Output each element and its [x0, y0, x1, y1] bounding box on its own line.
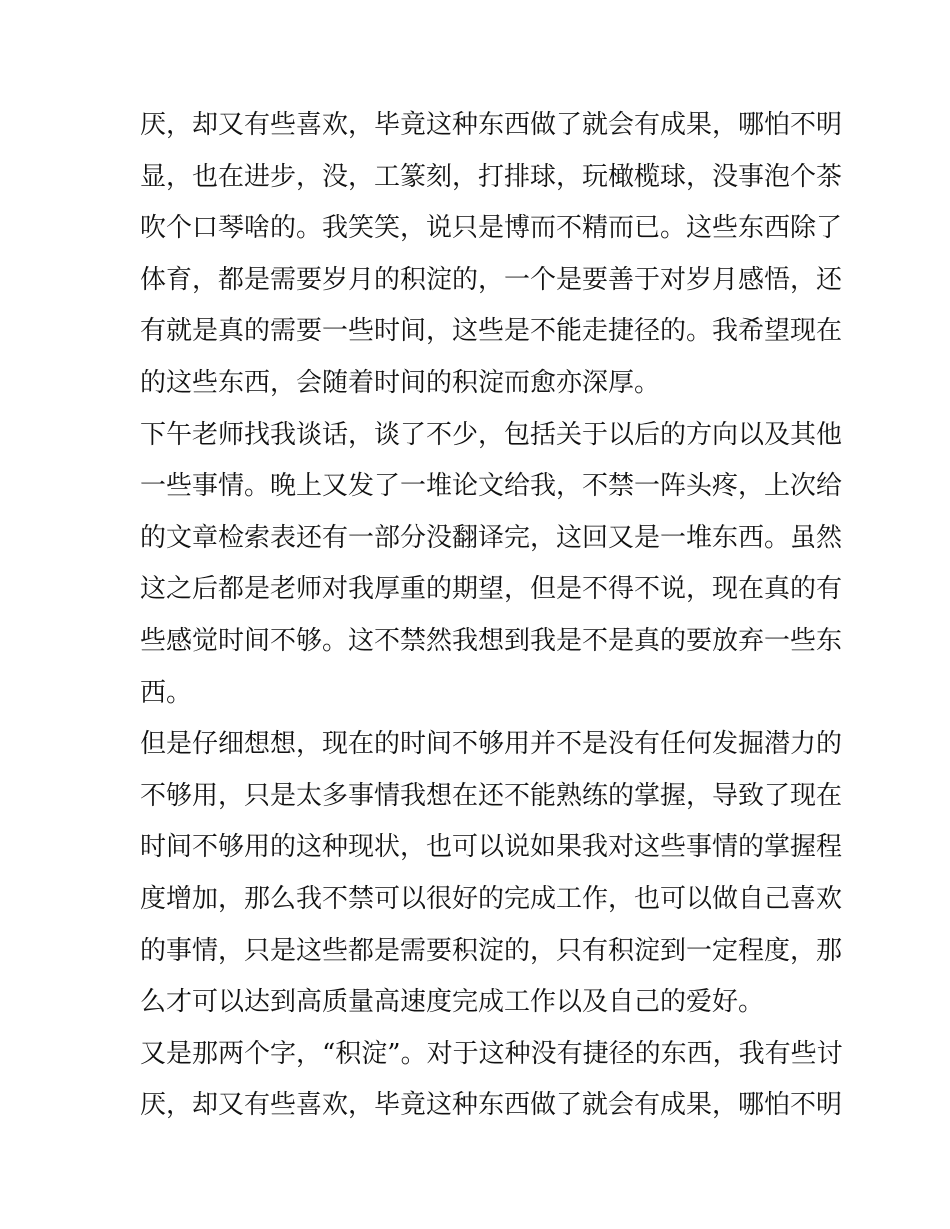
text-line: 不够用，只是太多事情我想在还不能熟练的掌握，导致了现在 [140, 780, 843, 811]
text-line: 的这些东西，会随着时间的积淀而愈亦深厚。 [140, 367, 661, 398]
text-line: 有就是真的需要一些时间，这些是不能走捷径的。我希望现在 [140, 316, 843, 347]
text-line: 些感觉时间不够。这不禁然我想到我是不是真的要放弃一些东 [140, 625, 843, 656]
text-line: 厌，却又有些喜欢，毕竟这种东西做了就会有成果，哪怕不明 [140, 1090, 843, 1121]
text-line: 显，也在进步，没，工篆刻，打排球，玩橄榄球，没事泡个茶 [140, 161, 843, 192]
text-line: 时间不够用的这种现状，也可以说如果我对这些事情的掌握程 [140, 832, 843, 863]
text-line: 西。 [140, 677, 193, 708]
text-line: 但是仔细想想，现在的时间不够用并不是没有任何发掘潜力的 [140, 729, 843, 760]
text-line: 这之后都是老师对我厚重的期望，但是不得不说，现在真的有 [140, 574, 843, 605]
text-line: 么才可以达到高质量高速度完成工作以及自己的爱好。 [140, 987, 765, 1018]
body-text [140, 100, 843, 1132]
text-line: 的事情，只是这些都是需要积淀的，只有积淀到一定程度，那 [140, 935, 843, 966]
text-line: 度增加，那么我不禁可以很好的完成工作，也可以做自己喜欢 [140, 883, 843, 914]
text-line: 厌，却又有些喜欢，毕竟这种东西做了就会有成果，哪怕不明 [140, 110, 843, 140]
text-line: 吹个口琴啥的。我笑笑，说只是博而不精而已。这些东西除了 [140, 213, 843, 244]
text-line: 一些事情。晚上又发了一堆论文给我，不禁一阵头疼，上次给 [140, 471, 843, 502]
text-line: 又是那两个字，“积淀”。对于这种没有捷径的东西，我有些讨 [140, 1038, 843, 1069]
text-line: 的文章检索表还有一部分没翻译完，这回又是一堆东西。虽然 [140, 522, 843, 553]
text-line: 体育，都是需要岁月的积淀的，一个是要善于对岁月感悟，还 [140, 264, 843, 295]
text-line: 下午老师找我谈话，谈了不少，包括关于以后的方向以及其他 [140, 419, 843, 450]
